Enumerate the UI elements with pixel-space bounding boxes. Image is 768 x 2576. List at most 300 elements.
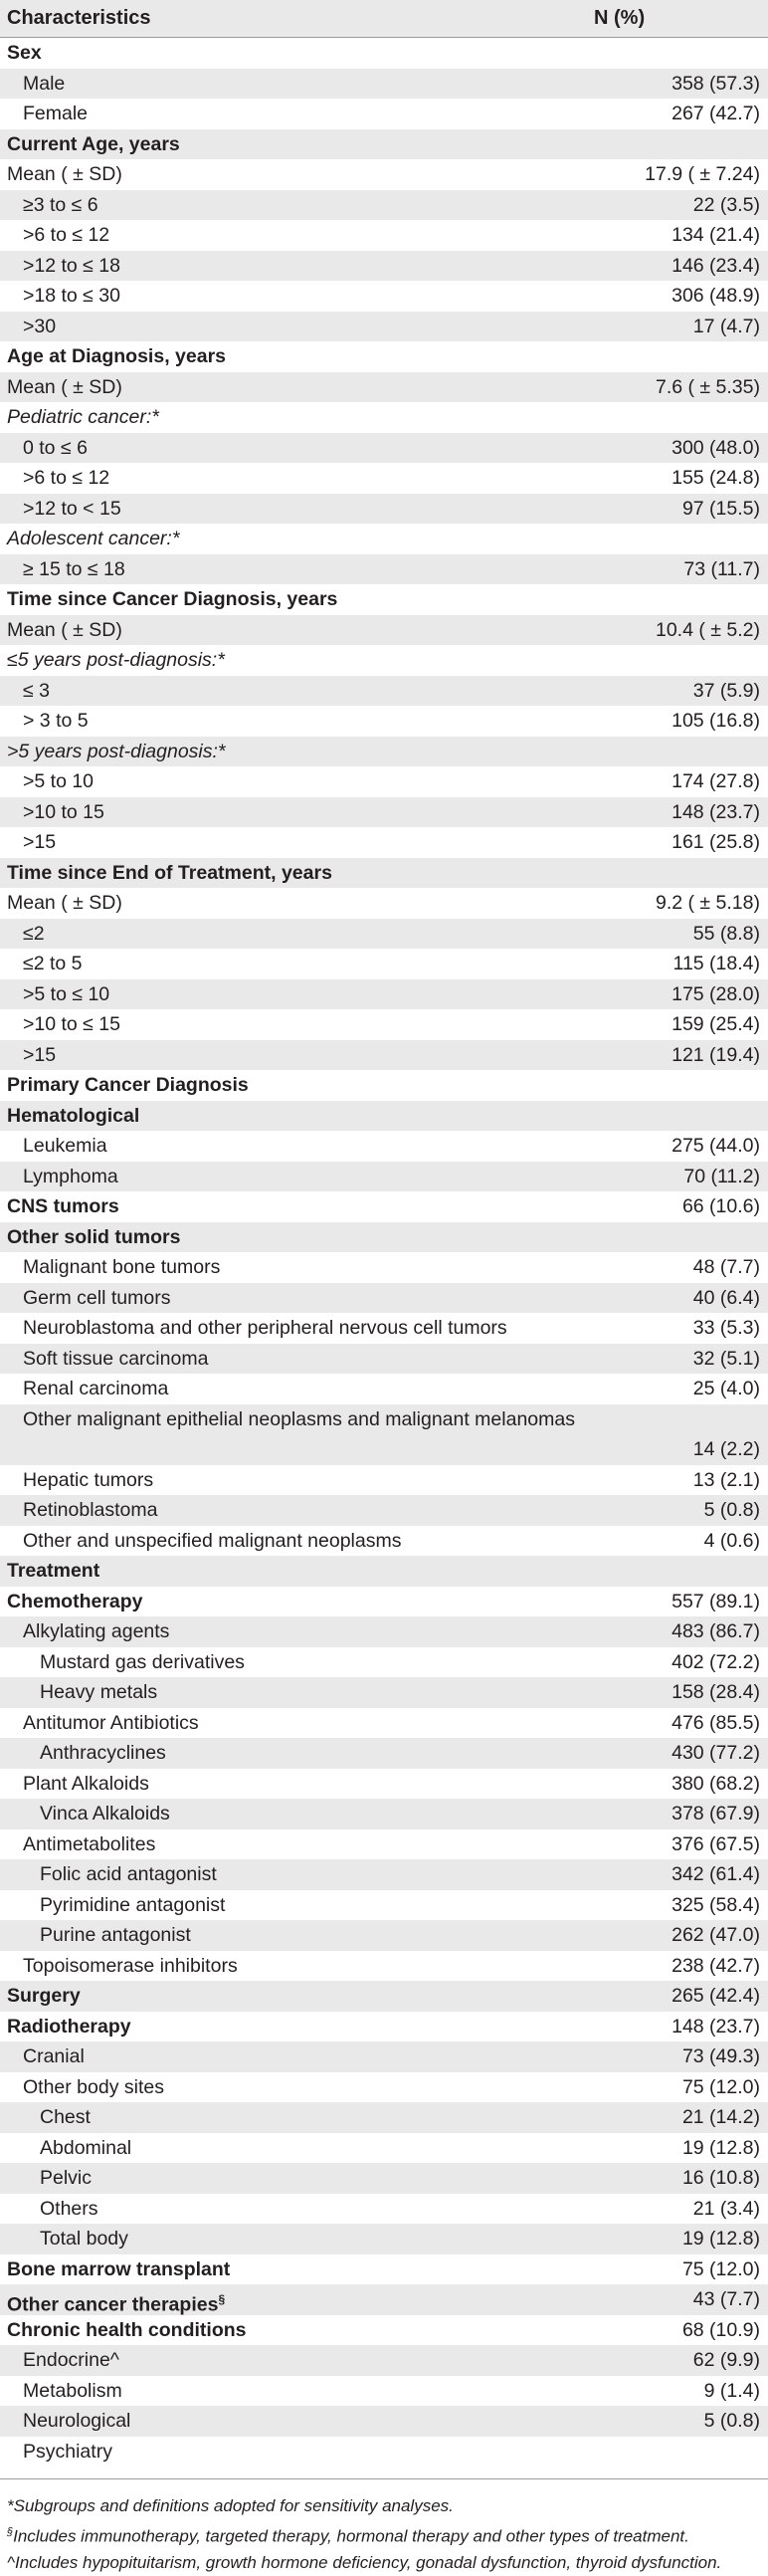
row-label	[23, 1283, 170, 1314]
row-label	[23, 1344, 208, 1375]
row-value: 62 (9.9)	[692, 2349, 760, 2371]
row-label	[7, 1222, 180, 1253]
row-value: 155 (24.8)	[672, 467, 760, 489]
row-label-text: >10 to 15	[23, 800, 104, 823]
table-row	[0, 312, 768, 342]
table-row	[0, 1799, 768, 1829]
row-label-text: >5 years post-diagnosis:*	[7, 740, 226, 762]
row-value: 148 (23.7)	[672, 2015, 760, 2038]
row-label	[7, 402, 159, 433]
row-value: 148 (23.7)	[672, 800, 760, 823]
row-value: 476 (85.5)	[672, 1711, 760, 1734]
table-row	[0, 1708, 768, 1739]
row-label-text: Neuroblastoma and other peripheral nervous cell tumors	[23, 1317, 507, 1339]
row-label	[23, 2406, 130, 2437]
table-row	[0, 1040, 768, 1071]
row-label	[40, 1647, 245, 1678]
row-label	[23, 2437, 112, 2468]
row-label-text: Primary Cancer Diagnosis	[7, 1074, 249, 1096]
row-label-text: Cranial	[23, 2045, 85, 2067]
row-label-text: Metabolism	[23, 2379, 122, 2402]
row-label-text: >5 to 10	[23, 770, 95, 792]
row-value: 5 (0.8)	[703, 1499, 760, 1521]
row-label	[7, 2315, 247, 2346]
table-row	[0, 341, 768, 372]
table-row	[0, 2345, 768, 2376]
row-label-text: >12 to ≤ 18	[23, 254, 120, 277]
row-label	[23, 1526, 401, 1557]
row-value: 238 (42.7)	[672, 1954, 760, 1977]
row-label	[23, 433, 88, 464]
row-value: 9.2 ( ± 5.18)	[655, 892, 760, 914]
row-value: 342 (61.4)	[672, 1863, 760, 1885]
row-label	[23, 1009, 120, 1040]
row-value: 37 (5.9)	[692, 679, 760, 702]
row-label-text: >6 to ≤ 12	[23, 467, 110, 489]
row-value: 10.4 ( ± 5.2)	[655, 618, 760, 641]
row-label	[23, 1951, 238, 1982]
row-label-text: Abdominal	[40, 2136, 132, 2159]
row-value: 19 (12.8)	[681, 2136, 760, 2159]
row-label-text: Radiotherapy	[7, 2015, 131, 2038]
row-value: 25 (4.0)	[692, 1378, 760, 1399]
footnote-section-mark: §	[7, 2526, 14, 2538]
row-label-text: > 3 to 5	[23, 710, 89, 732]
header-characteristics: Characteristics	[7, 7, 151, 29]
row-label	[23, 190, 98, 221]
table-row	[0, 1890, 768, 1921]
row-label-text: Leukemia	[23, 1135, 107, 1157]
table-row	[0, 99, 768, 129]
table-row	[0, 584, 768, 615]
table-row	[0, 766, 768, 797]
row-label	[23, 1708, 199, 1739]
row-label-text: Psychiatry	[23, 2440, 112, 2463]
row-value: 73 (11.7)	[683, 557, 760, 580]
table-row	[0, 1526, 768, 1557]
row-label-text: Others	[40, 2197, 98, 2220]
table-row	[0, 1162, 768, 1192]
table-body	[0, 38, 768, 2467]
row-label-text: Topoisomerase inhibitors	[23, 1954, 238, 1977]
table-row	[0, 2224, 768, 2254]
table-row	[0, 737, 768, 767]
row-label-text: Current Age, years	[7, 132, 180, 155]
row-label-text: Soft tissue carcinoma	[23, 1347, 209, 1370]
row-label	[23, 1162, 118, 1192]
row-label-text: >12 to < 15	[23, 497, 121, 520]
row-label	[23, 2041, 85, 2072]
row-label-text: ≤2 to 5	[23, 953, 83, 974]
row-value: 17.9 ( ± 7.24)	[645, 163, 760, 185]
row-label-text: Purine antagonist	[40, 1924, 191, 1946]
row-value: 105 (16.8)	[672, 710, 760, 732]
table-row	[0, 1344, 768, 1375]
row-label	[23, 2072, 164, 2103]
row-label-text: Neurological	[23, 2410, 131, 2432]
table-row	[0, 2376, 768, 2407]
row-label	[40, 1799, 170, 1829]
row-label	[7, 1070, 249, 1101]
row-label	[7, 2254, 230, 2285]
row-label-text: Mean ( ± SD)	[7, 375, 122, 398]
table-row	[0, 1859, 768, 1890]
table-row	[0, 888, 768, 919]
row-label-text: Lymphoma	[23, 1165, 118, 1187]
row-label	[23, 463, 109, 494]
row-value: 376 (67.5)	[672, 1832, 760, 1855]
row-value: 33 (5.3)	[692, 1317, 760, 1339]
table-row	[0, 1616, 768, 1647]
table-row	[0, 554, 768, 585]
row-label	[23, 1313, 507, 1344]
row-value: 75 (12.0)	[681, 2075, 760, 2098]
row-value: 146 (23.4)	[672, 254, 760, 277]
table-row	[0, 615, 768, 646]
table-row	[0, 1677, 768, 1708]
table-row	[0, 251, 768, 282]
row-label-text: Endocrine^	[23, 2349, 119, 2371]
table-row	[0, 1920, 768, 1951]
table-row	[0, 524, 768, 554]
row-value: 378 (67.9)	[672, 1803, 760, 1825]
row-value: 265 (42.4)	[672, 1985, 760, 2007]
row-value: 402 (72.2)	[672, 1650, 760, 1673]
table-row	[0, 1009, 768, 1040]
row-label-text: Other and unspecified malignant neoplasms	[23, 1529, 402, 1552]
table-row	[0, 1951, 768, 1982]
row-label	[7, 1101, 139, 1132]
table-row	[0, 1101, 768, 1132]
row-value: 161 (25.8)	[672, 831, 760, 853]
row-value: 358 (57.3)	[672, 72, 760, 95]
row-label	[40, 2194, 98, 2225]
row-label-text: Pelvic	[40, 2167, 93, 2189]
row-value: 70 (11.2)	[683, 1165, 760, 1187]
row-label-text: Hepatic tumors	[23, 1468, 154, 1491]
row-label-text: >18 to ≤ 30	[23, 285, 120, 307]
row-label	[40, 2224, 128, 2254]
row-label-text: Surgery	[7, 1985, 81, 2007]
row-value: 134 (21.4)	[672, 224, 760, 246]
row-label-text: Retinoblastoma	[23, 1499, 158, 1521]
table-row	[0, 1587, 768, 1617]
row-label-text: Heavy metals	[40, 1681, 158, 1703]
row-label-text: Anthracyclines	[40, 1742, 166, 1764]
table-row	[0, 2315, 768, 2346]
row-value: 4 (0.6)	[703, 1529, 760, 1552]
row-label-text: Chest	[40, 2106, 91, 2128]
row-value: 7.6 ( ± 5.35)	[655, 375, 760, 398]
row-value: 32 (5.1)	[692, 1347, 760, 1370]
table-row	[0, 2437, 768, 2468]
row-label	[7, 1587, 143, 1617]
row-value: 13 (2.1)	[692, 1468, 760, 1491]
table-row	[0, 979, 768, 1010]
row-label-text: Sex	[7, 42, 42, 64]
table-row	[0, 949, 768, 979]
table-row	[0, 676, 768, 707]
row-value: 17 (4.7)	[692, 315, 760, 337]
row-value: 275 (44.0)	[672, 1135, 760, 1157]
table-row	[0, 1313, 768, 1344]
row-label-text: Mean ( ± SD)	[7, 618, 122, 641]
table-row	[0, 1495, 768, 1526]
row-label	[7, 645, 225, 676]
row-value: 16 (10.8)	[681, 2167, 760, 2189]
row-label-text: >6 to ≤ 12	[23, 224, 110, 246]
footnotes	[0, 2479, 768, 2576]
row-label-text: Antimetabolites	[23, 1832, 156, 1855]
row-label-text: Antitumor Antibiotics	[23, 1711, 199, 1734]
row-value: 158 (28.4)	[672, 1681, 760, 1703]
table-row	[0, 372, 768, 403]
row-label	[23, 979, 109, 1010]
table-row	[0, 159, 768, 190]
row-label-text: Treatment	[7, 1560, 100, 1582]
row-label	[23, 554, 125, 585]
table-row	[0, 1738, 768, 1769]
table-row	[0, 2406, 768, 2437]
table-row	[0, 2041, 768, 2072]
row-value: 55 (8.8)	[692, 922, 760, 945]
row-label-text: Bone marrow transplant	[7, 2257, 231, 2280]
table-row	[0, 38, 768, 69]
row-value: 262 (47.0)	[672, 1924, 760, 1946]
table-row	[0, 433, 768, 464]
table-row	[0, 494, 768, 525]
row-label	[23, 2376, 122, 2407]
row-label	[7, 2012, 131, 2042]
table-row	[0, 402, 768, 433]
row-value: 159 (25.4)	[672, 1013, 760, 1035]
row-value: 115 (18.4)	[672, 953, 760, 974]
table-row	[0, 1829, 768, 1860]
row-value: 380 (68.2)	[672, 1772, 760, 1795]
row-value: 267 (42.7)	[672, 103, 760, 124]
row-label-text: Plant Alkaloids	[23, 1772, 149, 1795]
row-label-text: ≥ 15 to ≤ 18	[23, 557, 125, 580]
row-value: 21 (3.4)	[692, 2197, 760, 2220]
table-row	[0, 1222, 768, 1253]
row-label	[23, 827, 56, 858]
row-label	[7, 372, 122, 403]
row-value: 40 (6.4)	[692, 1286, 760, 1309]
row-value: 21 (14.2)	[681, 2106, 760, 2128]
row-label	[23, 281, 120, 312]
row-label	[23, 494, 121, 525]
table-row	[0, 281, 768, 312]
table-header	[0, 0, 768, 38]
table-row	[0, 129, 768, 160]
table-row	[0, 2163, 768, 2194]
row-label-text: Vinca Alkaloids	[40, 1803, 170, 1825]
table-row	[0, 1191, 768, 1222]
row-label	[23, 251, 120, 282]
row-label	[40, 1920, 191, 1951]
table-row	[0, 1283, 768, 1314]
footnote-other-therapies	[7, 2519, 761, 2550]
row-label	[23, 1616, 169, 1647]
table-row	[0, 1465, 768, 1496]
row-label	[7, 1191, 119, 1222]
row-label-text: Other body sites	[23, 2075, 164, 2098]
row-value: 73 (49.3)	[681, 2045, 760, 2067]
row-label	[23, 706, 89, 737]
row-value: 483 (86.7)	[672, 1620, 760, 1642]
table-row	[0, 2254, 768, 2285]
table-row	[0, 2194, 768, 2225]
row-label-text: Female	[23, 103, 89, 124]
row-value: 300 (48.0)	[672, 436, 760, 459]
row-label-text: Time since End of Treatment, years	[7, 861, 332, 884]
table-row	[0, 69, 768, 100]
row-label-text: Other cancer therapies	[7, 2293, 219, 2316]
row-label	[7, 858, 332, 889]
row-label	[23, 676, 50, 707]
table-row	[0, 706, 768, 737]
table-row	[0, 220, 768, 251]
table-row	[0, 2102, 768, 2133]
row-label-text: Renal carcinoma	[23, 1378, 169, 1399]
row-label	[23, 949, 83, 979]
row-value: 48 (7.7)	[692, 1256, 760, 1278]
row-label	[40, 1677, 157, 1708]
row-label	[23, 1829, 155, 1860]
row-label	[7, 1556, 99, 1587]
row-value: 306 (48.9)	[672, 285, 760, 307]
row-label	[40, 1859, 217, 1890]
row-value: 97 (15.5)	[681, 497, 760, 520]
row-label-text: >15	[23, 831, 57, 853]
row-label-text: >5 to ≤ 10	[23, 982, 110, 1005]
table-row	[0, 1131, 768, 1162]
table-row	[0, 827, 768, 858]
table-row	[0, 645, 768, 676]
row-label-text: Pediatric cancer:*	[7, 406, 159, 428]
row-label-text: Malignant bone tumors	[23, 1256, 221, 1278]
row-label	[23, 220, 109, 251]
row-label	[23, 1495, 158, 1526]
row-label-text: Mustard gas derivatives	[40, 1650, 245, 1673]
table-row	[0, 919, 768, 950]
table-row	[0, 2072, 768, 2103]
row-label	[23, 1252, 220, 1283]
row-value: 75 (12.0)	[681, 2257, 760, 2280]
row-label	[23, 312, 56, 342]
row-label-text: Hematological	[7, 1104, 140, 1127]
table-row	[0, 2133, 768, 2164]
row-label	[7, 737, 226, 767]
row-label-text: Alkylating agents	[23, 1620, 170, 1642]
row-label-text: CNS tumors	[7, 1195, 119, 1217]
row-label-text: Age at Diagnosis, years	[7, 345, 227, 367]
row-value: 68 (10.9)	[681, 2318, 760, 2341]
row-label-text: ≤2	[23, 922, 45, 945]
table-row	[0, 190, 768, 221]
row-label	[40, 1890, 225, 1921]
row-label-text: Chronic health conditions	[7, 2318, 247, 2341]
row-label-text: Germ cell tumors	[23, 1286, 171, 1309]
row-label	[23, 2345, 119, 2376]
table-row	[0, 1070, 768, 1101]
table-row	[0, 1981, 768, 2012]
row-value: 43 (7.7)	[692, 2288, 760, 2310]
row-label	[40, 2163, 92, 2194]
table-row	[0, 1404, 768, 1465]
row-label-text: Adolescent cancer:*	[7, 528, 180, 549]
table-row	[0, 1556, 768, 1587]
row-label	[23, 1374, 168, 1404]
footnote-section-text: Includes immunotherapy, targeted therapy, hormonal therapy and other types of treatment.	[13, 2526, 689, 2546]
row-value: 557 (89.1)	[672, 1590, 760, 1612]
row-value: 121 (19.4)	[672, 1043, 760, 1066]
row-label	[7, 584, 337, 615]
row-value: 5 (0.8)	[703, 2410, 760, 2432]
row-value: 19 (12.8)	[681, 2228, 760, 2250]
table-row	[0, 2284, 768, 2315]
row-label-text: ≤ 3	[23, 679, 50, 702]
row-label-text: Other solid tumors	[7, 1225, 181, 1248]
row-label-text: Mean ( ± SD)	[7, 163, 122, 185]
row-label	[40, 1738, 166, 1769]
row-label	[7, 888, 122, 919]
header-n-pct: N (%)	[594, 7, 646, 29]
row-label-text: ≥3 to ≤ 6	[23, 193, 98, 216]
row-label	[23, 1769, 149, 1800]
row-label	[23, 1040, 56, 1071]
footnote-endocrine: ^Includes hypopituitarism, growth hormone deficiency, gonadal dysfunction, thyroid dysfunction.	[7, 2552, 722, 2572]
table-row	[0, 858, 768, 889]
row-label	[40, 2133, 131, 2164]
table-row	[0, 1252, 768, 1283]
row-label	[23, 1131, 107, 1162]
row-label	[7, 524, 179, 554]
row-label-text: >10 to ≤ 15	[23, 1013, 120, 1035]
row-label-text: Male	[23, 72, 66, 95]
table-row	[0, 797, 768, 828]
row-label	[40, 2102, 91, 2133]
row-value: 14 (2.2)	[692, 1437, 760, 1460]
row-value: 430 (77.2)	[672, 1742, 760, 1764]
footnote-subgroups: *Subgroups and definitions adopted for sensitivity analyses.	[7, 2496, 454, 2515]
row-label-text: Total body	[40, 2228, 128, 2250]
row-value: 325 (58.4)	[672, 1893, 760, 1916]
row-label	[7, 341, 226, 372]
row-label-superscript: §	[218, 2292, 226, 2306]
table-row	[0, 1647, 768, 1678]
table-row	[0, 1769, 768, 1800]
row-value: 175 (28.0)	[672, 982, 760, 1005]
row-label-text: >15	[23, 1043, 57, 1066]
table-row	[0, 463, 768, 494]
row-label-text: Mean ( ± SD)	[7, 892, 122, 914]
row-label-text: 0 to ≤ 6	[23, 436, 88, 459]
row-label-text: ≤5 years post-diagnosis:*	[7, 649, 225, 671]
row-label	[23, 69, 65, 100]
row-label-text: Folic acid antagonist	[40, 1863, 217, 1885]
row-label	[23, 919, 45, 950]
row-label	[7, 38, 42, 69]
row-value: 9 (1.4)	[703, 2379, 760, 2402]
row-label	[7, 1404, 604, 1434]
row-value: 174 (27.8)	[672, 770, 760, 792]
row-label	[23, 797, 104, 828]
row-label	[23, 766, 94, 797]
row-label	[23, 1465, 153, 1496]
row-value: 22 (3.5)	[692, 193, 760, 216]
row-label-text: Chemotherapy	[7, 1590, 143, 1612]
